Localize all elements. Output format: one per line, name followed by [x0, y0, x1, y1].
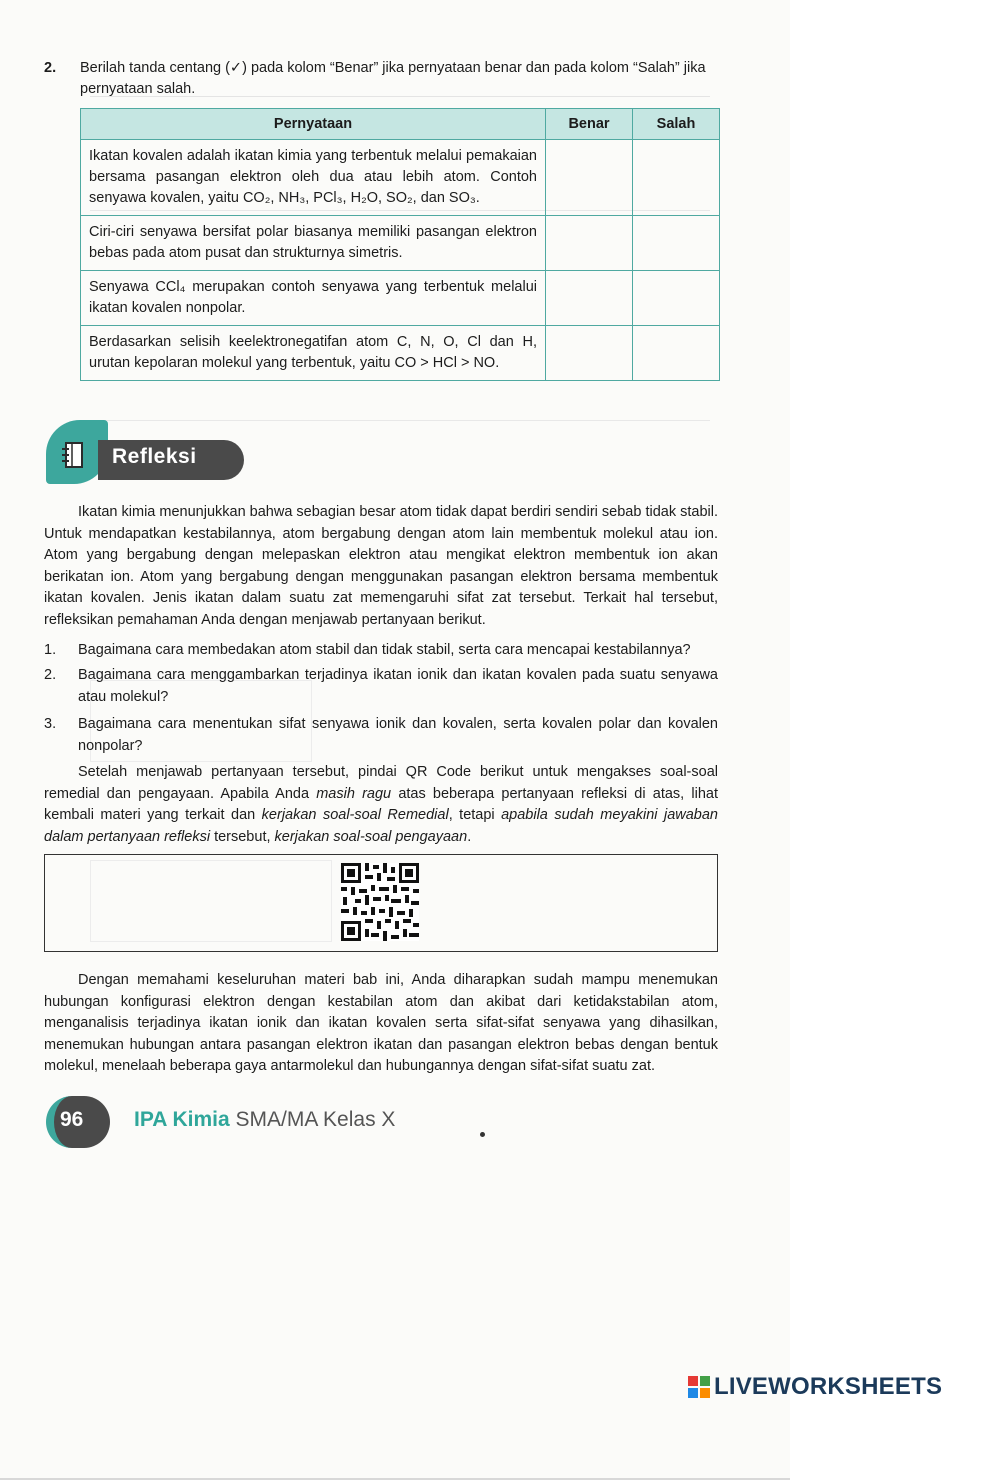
true-checkbox-cell[interactable] [546, 326, 633, 381]
reflection-question [44, 640, 718, 662]
remedial-italic-1: masih ragu [316, 785, 392, 802]
qr-code-box [44, 854, 718, 952]
book-subject: IPA Kimia [134, 1108, 230, 1131]
reflection-question-text: Bagaimana cara menentukan sifat senyawa ionik dan kovalen, serta kovalen polar dan kovalen nonpolar? [78, 716, 718, 754]
remedial-italic-3: apabila sudah meyakini jawaban dalam pertanyaan refleksi [44, 807, 718, 845]
remedial-text-5: . [467, 828, 472, 845]
false-checkbox-cell[interactable] [633, 216, 720, 271]
header-false: Salah [633, 109, 720, 140]
liveworksheets-logo-icon [688, 1376, 710, 1398]
statement-cell: Berdasarkan selisih keelektronegatifan atom C, N, O, Cl dan H, urutan kepolaran molekul yang terbentuk, yaitu CO > HCl > NO. [81, 326, 546, 381]
header-true: Benar [546, 109, 633, 140]
reflection-question-text: Bagaimana cara menggambarkan terjadinya ikatan ionik dan ikatan kovalen pada suatu senyawa atau molekul? [78, 667, 718, 705]
reflection-question-number: 3. [44, 716, 57, 732]
reflection-question-number: 2. [44, 667, 57, 683]
reflection-question-number: 1. [44, 642, 57, 658]
reflection-intro: Ikatan kimia menunjukkan bahwa sebagian besar atom tidak dapat berdiri sendiri sebab tidak stabil. Untuk mendapatkan kestabilannya, atom bergabung dengan atom lain membentuk molekul atau ion. Atom yang bergabung dengan melepaskan elektron atau mengikat elektron membentuk ion akan berikatan ion. Atom yang bergabung dengan menggunakan pasangan elektron bersama membentuk ikatan kovalen. Jenis ikatan dalam suatu zat memengaruhi sifat zat tersebut. Terkait hal tersebut, refleksikan pemahaman Anda dengan menjawab pertanyaan berikut. [44, 504, 718, 628]
notebook-icon [58, 440, 88, 470]
table-row [81, 216, 720, 271]
statement-cell: Ikatan kovalen adalah ikatan kimia yang terbentuk melalui pemakaian bersama pasangan elektron oleh dua atau lebih atom. Contoh senyawa kovalen, yaitu CO₂, NH₃, PCl₃, H₂O, SO₂, dan SO₃. [81, 140, 546, 216]
false-checkbox-cell[interactable] [633, 326, 720, 381]
statement-table [80, 108, 720, 381]
question-number: 2. [44, 60, 57, 76]
table-row [81, 140, 720, 216]
book-title [134, 1108, 395, 1132]
book-level: SMA/MA Kelas X [229, 1108, 396, 1131]
reflection-question-text: Bagaimana cara membedakan atom stabil dan tidak stabil, serta cara mencapai kestabilannya? [78, 642, 691, 658]
ink-dot [480, 1132, 485, 1137]
reflection-banner [46, 436, 246, 480]
remedial-text-2: atas beberapa pertanyaan refleksi di atas, lihat kembali materi yang terkait dan [44, 785, 718, 823]
true-checkbox-cell[interactable] [546, 216, 633, 271]
remedial-text-1: Setelah menjawab pertanyaan tersebut, pindai QR Code berikut untuk mengakses soal-soal remedial dan pengayaan. Apabila Anda [44, 764, 718, 802]
remedial-paragraph [44, 762, 718, 848]
statement-cell: Senyawa CCl₄ merupakan contoh senyawa yang terbentuk melalui ikatan kovalen nonpolar. [81, 271, 546, 326]
statement-cell: Ciri-ciri senyawa bersifat polar biasanya memiliki pasangan elektron bebas pada atom pusat dan strukturnya simetris. [81, 216, 546, 271]
reflection-question [44, 665, 718, 708]
header-statement: Pernyataan [81, 109, 546, 140]
remedial-italic-4: kerjakan soal-soal pengayaan [274, 828, 468, 845]
true-checkbox-cell[interactable] [546, 271, 633, 326]
qr-code-icon[interactable] [341, 863, 419, 941]
question-instruction: Berilah tanda centang (✓) pada kolom “Benar” jika pernyataan benar dan pada kolom “Salah” jika pernyataan salah. [80, 60, 706, 97]
reflection-title: Refleksi [112, 445, 197, 468]
closing-paragraph: Dengan memahami keseluruhan materi bab ini, Anda diharapkan sudah mampu menemukan hubungan konfigurasi elektron dengan kestabilan atom dan akibat dari ketidakstabilan atom, menganalisis terjadinya ikatan ionik dan ikatan kovalen serta sifat-sifat senyawa yang dihasilkan, menemukan hubungan antara pasangan elektron ikatan dan pasangan elektron bebas dengan bentuk molekul, menelaah beberapa gaya antarmolekul dan hubungannya dengan sifat-sifat suatu zat. [44, 972, 718, 1074]
remedial-italic-2: kerjakan soal-soal Remedial [261, 807, 449, 823]
false-checkbox-cell[interactable] [633, 140, 720, 216]
remedial-text-3: , tetapi [448, 807, 502, 823]
true-checkbox-cell[interactable] [546, 140, 633, 216]
table-row [81, 326, 720, 381]
false-checkbox-cell[interactable] [633, 271, 720, 326]
liveworksheets-text: LIVEWORKSHEETS [714, 1373, 943, 1400]
table-row [81, 271, 720, 326]
page-number: 96 [60, 1108, 84, 1131]
table-header-row [81, 109, 720, 140]
question-2 [44, 58, 720, 100]
reflection-question [44, 714, 718, 757]
remedial-text-4: tersebut, [210, 828, 275, 845]
